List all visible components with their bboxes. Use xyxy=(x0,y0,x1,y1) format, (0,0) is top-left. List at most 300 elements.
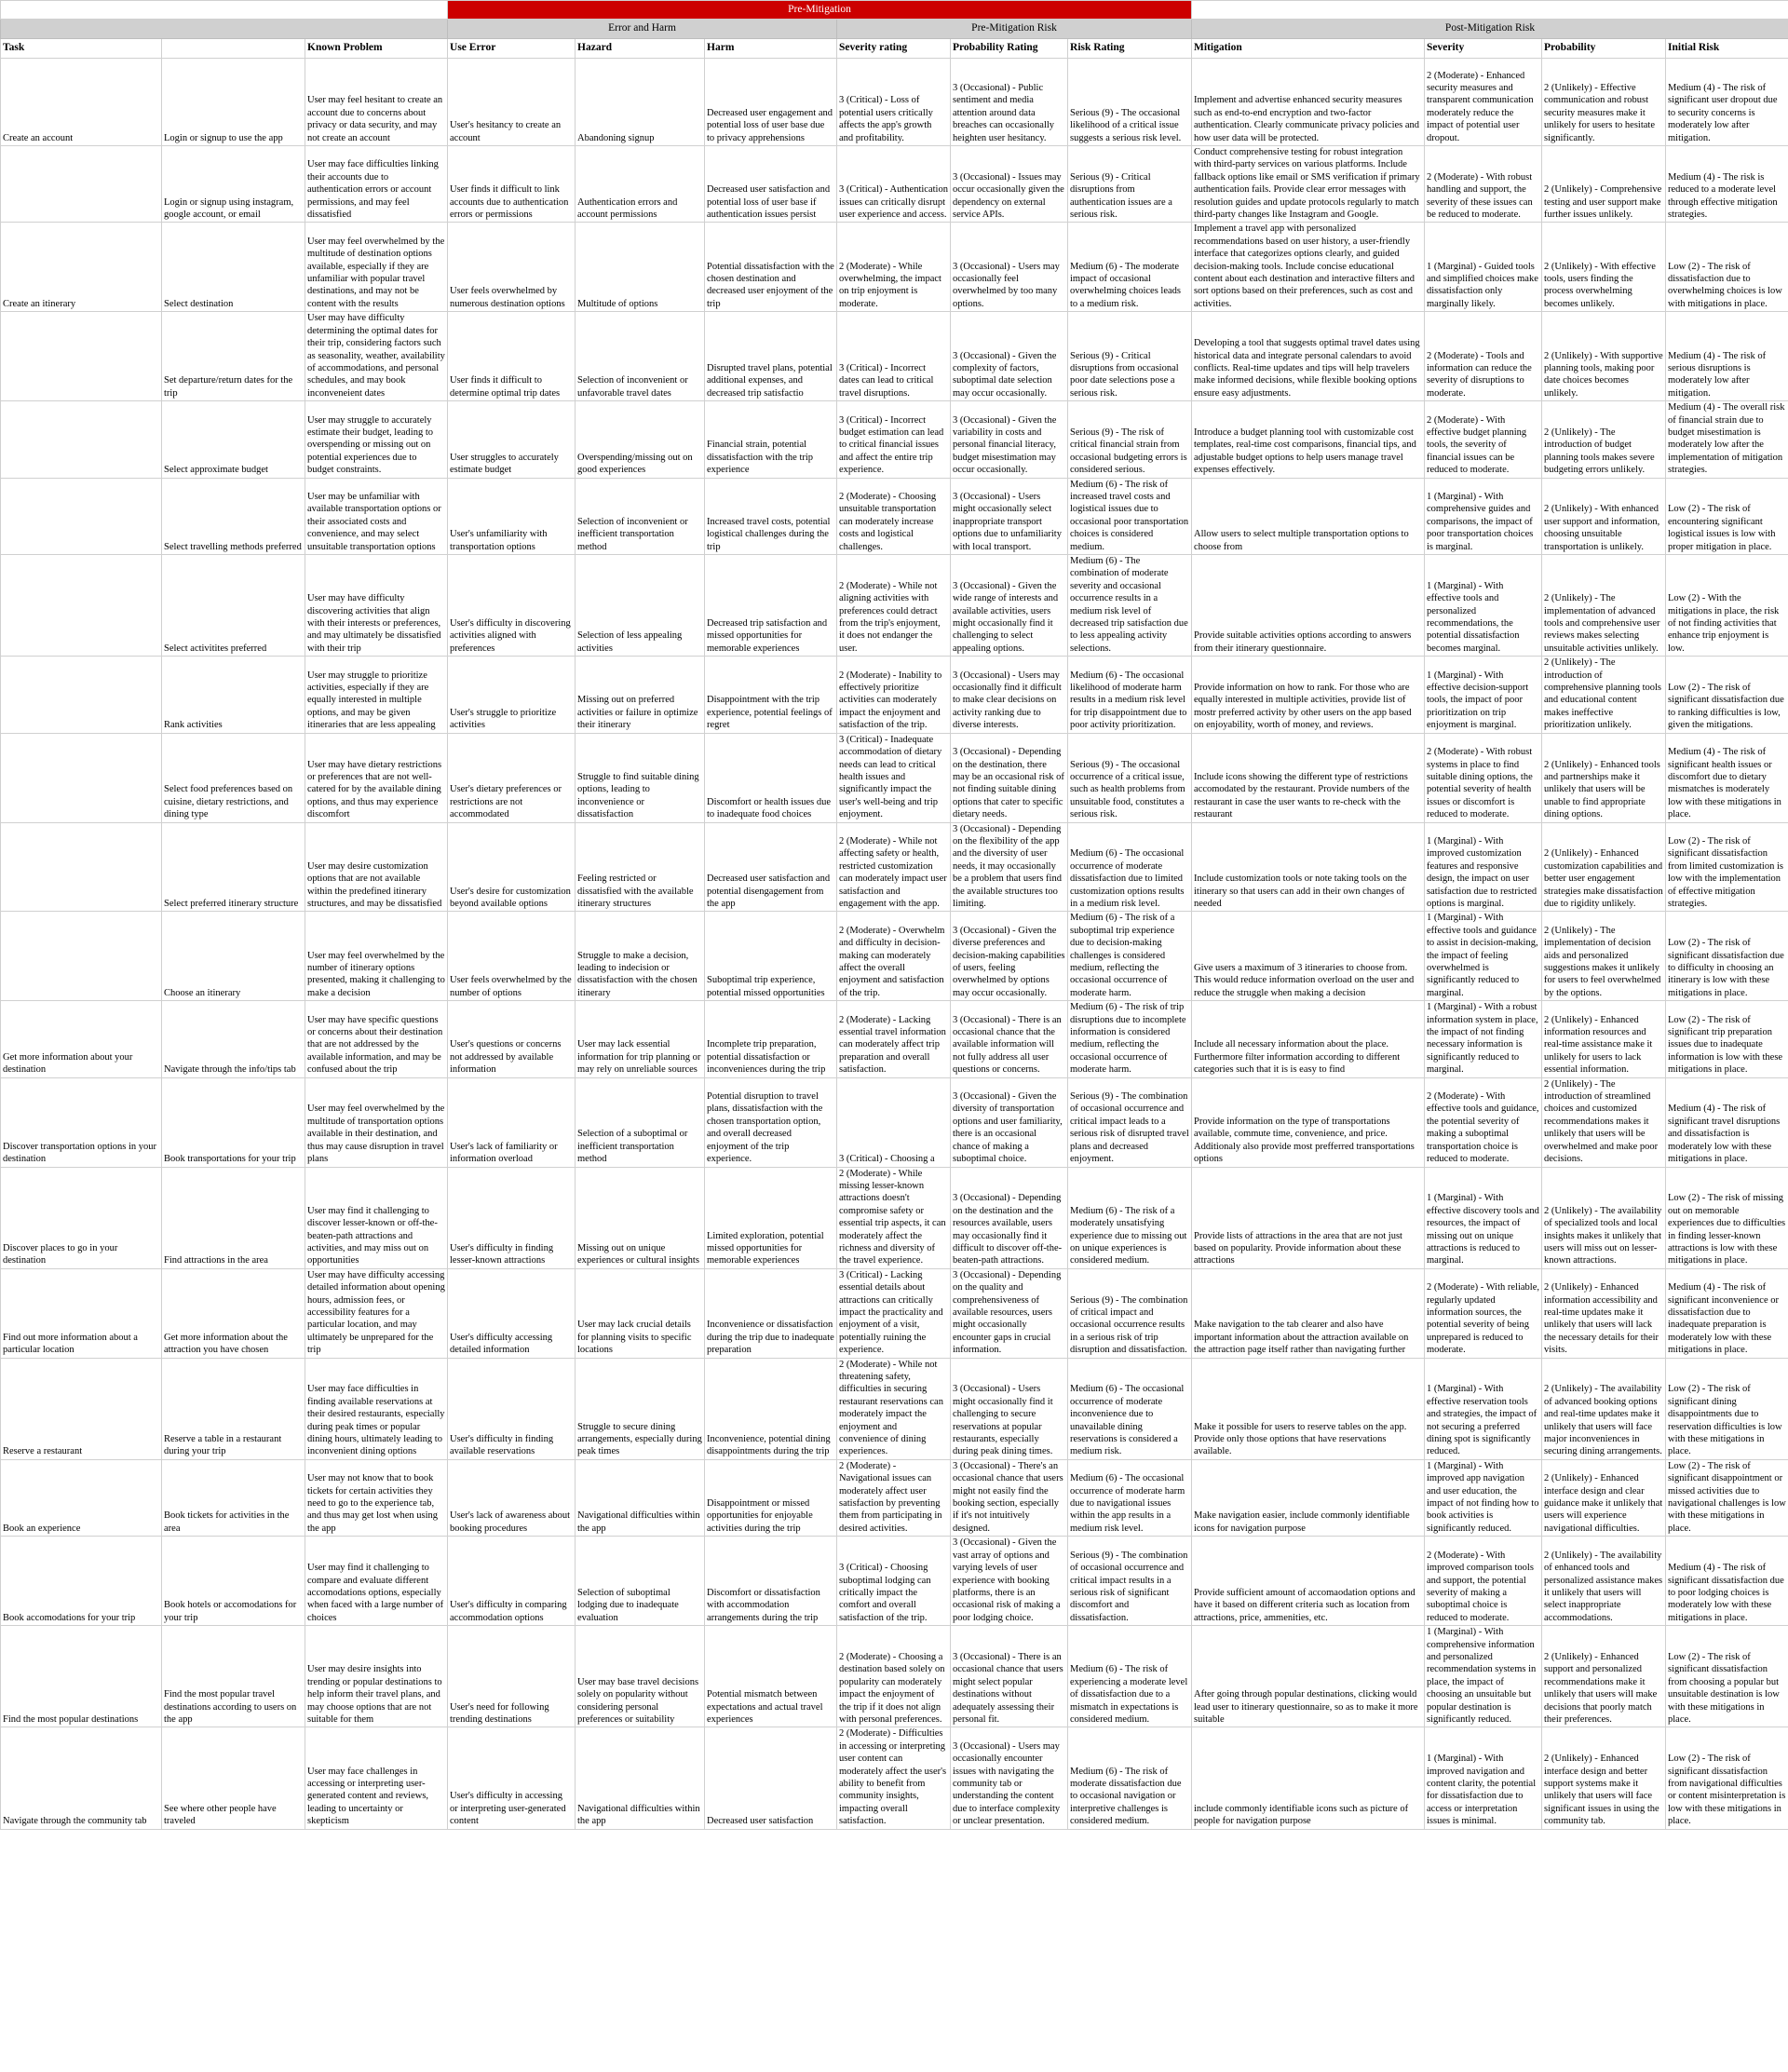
title-band-row xyxy=(1,1,1788,20)
cell-initial-risk: Low (2) - The risk of significant dissatisfaction from navigational difficulties or content misinterpretation is low with these mitigations in place. xyxy=(1666,1727,1788,1829)
cell-mitigation: Include icons showing the different type of restrictions accomodated by the restaurant. Provide numbers of the restaurant in case the user wants to re-check with the restaurant xyxy=(1192,733,1425,822)
cell-initial-risk: Low (2) - The risk of significant dissatisfaction from limited customization is low with the implementation of effective mitigation strategies. xyxy=(1666,822,1788,912)
cell-post-probability: 2 (Unlikely) - Enhanced interface design and better support systems make it unlikely that users will face significant issues in using the community tab. xyxy=(1542,1727,1666,1829)
cell-mitigation: Give users a maximum of 3 itineraries to choose from. This would reduce information overload on the user and reduce the struggle when making a decision xyxy=(1192,912,1425,1001)
cell-probability-rating: 3 (Occasional) - Given the variability in costs and personal financial literacy, budget misestimation may occur occasionally. xyxy=(951,401,1068,478)
cell-task: Book accomodations for your trip xyxy=(1,1537,162,1626)
cell-hazard: Struggle to make a decision, leading to indecision or dissatisfaction with the chosen itinerary xyxy=(576,912,705,1001)
cell-hazard: Selection of inconvenient or inefficient transportation method xyxy=(576,478,705,554)
table-row xyxy=(1,401,1788,478)
cell-known-problem: User may face difficulties linking their accounts due to authentication errors or account permissions, and may feel dissatisfied xyxy=(305,146,448,223)
cell-post-probability: 2 (Unlikely) - Enhanced customization capabilities and better user engagement strategies make dissatisfaction due to rigidity unlikely. xyxy=(1542,822,1666,912)
cell-task: Book an experience xyxy=(1,1459,162,1536)
cell-harm: Decreased user satisfaction and potential loss of user base if authentication issues persist xyxy=(705,146,837,223)
cell-subtask: Login or signup using instagram, google account, or email xyxy=(162,146,305,223)
cell-initial-risk: Medium (4) - The risk of significant inconvenience or dissatisfaction due to inadequate preparation is moderately low with these mitigations in place. xyxy=(1666,1268,1788,1358)
cell-post-probability: 2 (Unlikely) - The implementation of decision aids and personalized suggestions makes it unlikely for users to feel overwhelmed by the options. xyxy=(1542,912,1666,1001)
cell-risk-rating: Serious (9) - The combination of occasional occurrence and critical impact results in a serious risk of significant discomfort and dissatisfaction. xyxy=(1068,1537,1192,1626)
cell-severity-rating: 3 (Critical) - Loss of potential users critically affects the app's growth and profitability. xyxy=(837,59,951,146)
cell-probability-rating: 3 (Occasional) - Public sentiment and media attention around data breaches can occasionally heighten user hesitancy. xyxy=(951,59,1068,146)
cell-known-problem: User may face challenges in accessing or interpreting user-generated content and reviews, leading to uncertainty or skepticism xyxy=(305,1727,448,1829)
cell-risk-rating: Medium (6) - The risk of experiencing a moderate level of dissatisfaction due to a mismatch in expectations is considered medium. xyxy=(1068,1626,1192,1727)
header-probability-rating: Probability Rating xyxy=(951,39,1068,59)
cell-hazard: Multitude of options xyxy=(576,223,705,312)
cell-probability-rating: 3 (Occasional) - There's an occasional chance that users might not easily find the booking section, especially if it's not intuitively designed. xyxy=(951,1459,1068,1536)
header-severity-rating: Severity rating xyxy=(837,39,951,59)
cell-use-error: User's difficulty in finding available reservations xyxy=(448,1358,576,1459)
cell-probability-rating: 3 (Occasional) - Users may occasionally encounter issues with navigating the community tab or understanding the content due to interface complexity or unclear presentation. xyxy=(951,1727,1068,1829)
cell-hazard: Missing out on unique experiences or cultural insights xyxy=(576,1167,705,1268)
cell-post-severity: 1 (Marginal) - With improved app navigation and user education, the impact of not finding how to book activities is significantly reduced. xyxy=(1425,1459,1542,1536)
cell-severity-rating: 2 (Moderate) - Inability to effectively prioritize activities can moderately impact the enjoyment and satisfaction of the trip. xyxy=(837,657,951,733)
cell-post-severity: 1 (Marginal) - With improved customization features and responsive design, the impact on user satisfaction due to restricted options is marginal. xyxy=(1425,822,1542,912)
cell-severity-rating: 2 (Moderate) - While not aligning activities with preferences could detract from the trip's enjoyment, it does not endanger the user. xyxy=(837,555,951,657)
cell-post-severity: 1 (Marginal) - With effective discovery tools and resources, the impact of missing out on unique attractions is reduced to marginal. xyxy=(1425,1167,1542,1268)
cell-initial-risk: Low (2) - The risk of significant dining disappointments due to reservation difficulties is low with these mitigations in place. xyxy=(1666,1358,1788,1459)
header-severity: Severity xyxy=(1425,39,1542,59)
cell-probability-rating: 3 (Occasional) - Issues may occur occasionally given the dependency on external service APIs. xyxy=(951,146,1068,223)
cell-post-probability: 2 (Unlikely) - The availability of specialized tools and local insights makes it unlikely that users will miss out on lesser-known attractions. xyxy=(1542,1167,1666,1268)
cell-probability-rating: 3 (Occasional) - Users may occasionally find it difficult to make clear decisions on activity ranking due to diverse interests. xyxy=(951,657,1068,733)
cell-mitigation: Allow users to select multiple transportation options to choose from xyxy=(1192,478,1425,554)
cell-risk-rating: Serious (9) - The risk of critical financial strain from occasional budgeting errors is considered serious. xyxy=(1068,401,1192,478)
cell-hazard: Abandoning signup xyxy=(576,59,705,146)
cell-harm: Disappointment or missed opportunities for enjoyable activities during the trip xyxy=(705,1459,837,1536)
cell-risk-rating: Serious (9) - The occasional likelihood of a critical issue suggests a serious risk level. xyxy=(1068,59,1192,146)
cell-severity-rating: 2 (Moderate) - While overwhelming, the impact on trip enjoyment is moderate. xyxy=(837,223,951,312)
cell-severity-rating: 3 (Critical) - Incorrect dates can lead to critical travel disruptions. xyxy=(837,312,951,401)
cell-post-probability: 2 (Unlikely) - Enhanced information accessibility and real-time updates make it unlikely that users will lack the necessary details for their visits. xyxy=(1542,1268,1666,1358)
table-row xyxy=(1,1626,1788,1727)
table-row xyxy=(1,1001,1788,1077)
table-row xyxy=(1,1358,1788,1459)
table-row xyxy=(1,1268,1788,1358)
cell-probability-rating: 3 (Occasional) - Users might occasionally find it challenging to secure reservations at popular restaurants, especially during peak dining times. xyxy=(951,1358,1068,1459)
cell-use-error: User's unfamiliarity with transportation options xyxy=(448,478,576,554)
cell-severity-rating: 3 (Critical) - Choosing suboptimal lodging can critically impact the comfort and overall satisfaction of the trip. xyxy=(837,1537,951,1626)
header-task: Task xyxy=(1,39,162,59)
cell-subtask: Find the most popular travel destinations according to users on the app xyxy=(162,1626,305,1727)
cell-post-severity: 2 (Moderate) - With robust systems in place to find suitable dining options, the potential severity of health issues or discomfort is reduced to moderate. xyxy=(1425,733,1542,822)
cell-risk-rating: Serious (9) - The occasional occurrence of a critical issue, such as health problems from unsuitable food, constitutes a serious risk. xyxy=(1068,733,1192,822)
group-header-row xyxy=(1,20,1788,39)
cell-harm: Decreased trip satisfaction and missed opportunities for memorable experiences xyxy=(705,555,837,657)
cell-post-severity: 2 (Moderate) - With improved comparison tools and support, the potential severity of making a suboptimal choice is reduced to moderate. xyxy=(1425,1537,1542,1626)
cell-known-problem: User may not know that to book tickets for certain activities they need to go to the experience tab, and thus may get lost when using the app xyxy=(305,1459,448,1536)
cell-probability-rating: 3 (Occasional) - Given the diverse preferences and decision-making capabilities of users, feeling overwhelmed by options may occur occasionally. xyxy=(951,912,1068,1001)
cell-initial-risk: Medium (4) - The risk of significant travel disruptions and dissatisfaction is moderately low with these mitigations in place. xyxy=(1666,1077,1788,1167)
cell-initial-risk: Low (2) - The risk of significant trip preparation issues due to inadequate information is low with these mitigations in place. xyxy=(1666,1001,1788,1077)
cell-harm: Financial strain, potential dissatisfaction with the trip experience xyxy=(705,401,837,478)
cell-probability-rating: 3 (Occasional) - Users may occasionally feel overwhelmed by too many options. xyxy=(951,223,1068,312)
header-initial-risk: Initial Risk xyxy=(1666,39,1788,59)
cell-subtask: Select approximate budget xyxy=(162,401,305,478)
cell-mitigation: After going through popular destinations, clicking would lead user to itinerary questionnaire, so as to make it more suitable xyxy=(1192,1626,1425,1727)
cell-subtask: Set departure/return dates for the trip xyxy=(162,312,305,401)
table-row xyxy=(1,223,1788,312)
cell-use-error: User struggles to accurately estimate budget xyxy=(448,401,576,478)
cell-known-problem: User may have difficulty discovering activities that align with their interests or preferences, and may ultimately be dissatisfied with their trip xyxy=(305,555,448,657)
cell-subtask: Select destination xyxy=(162,223,305,312)
cell-severity-rating: 2 (Moderate) - While not affecting safety or health, restricted customization can moderately impact user satisfaction and engagement with the app. xyxy=(837,822,951,912)
cell-use-error: User's difficulty accessing detailed information xyxy=(448,1268,576,1358)
cell-task xyxy=(1,401,162,478)
table-row xyxy=(1,912,1788,1001)
cell-use-error: User finds it difficult to determine optimal trip dates xyxy=(448,312,576,401)
cell-risk-rating: Medium (6) - The occasional occurrence of moderate harm due to navigational issues within the app results in a medium risk level. xyxy=(1068,1459,1192,1536)
table-row xyxy=(1,59,1788,146)
cell-post-probability: 2 (Unlikely) - The introduction of streamlined choices and customized recommendations makes it unlikely that users will be overwhelmed and make poor decisions. xyxy=(1542,1077,1666,1167)
cell-use-error: User's hesitancy to create an account xyxy=(448,59,576,146)
cell-hazard: Authentication errors and account permissions xyxy=(576,146,705,223)
cell-risk-rating: Medium (6) - The risk of a moderately unsatisfying experience due to missing out on unique experiences is considered medium. xyxy=(1068,1167,1192,1268)
cell-subtask: Navigate through the info/tips tab xyxy=(162,1001,305,1077)
group-error-and-harm: Error and Harm xyxy=(448,20,837,39)
cell-known-problem: User may face difficulties in finding available reservations at their desired restaurants, especially during peak times or popular dining hours, ultimately leading to inconvenient dining options xyxy=(305,1358,448,1459)
cell-initial-risk: Low (2) - The risk of significant dissatisfaction due to difficulty in choosing an itinerary is low with these mitigations in place. xyxy=(1666,912,1788,1001)
cell-hazard: Navigational difficulties within the app xyxy=(576,1459,705,1536)
cell-use-error: User's desire for customization beyond available options xyxy=(448,822,576,912)
cell-harm: Limited exploration, potential missed opportunities for memorable experiences xyxy=(705,1167,837,1268)
cell-task xyxy=(1,733,162,822)
cell-known-problem: User may feel overwhelmed by the multitude of destination options available, especially if they are unfamiliar with popular travel destinations, and may not be content with the results xyxy=(305,223,448,312)
cell-post-probability: 2 (Unlikely) - Effective communication and robust security measures make it unlikely for users to hesitate significantly. xyxy=(1542,59,1666,146)
cell-task: Get more information about your destination xyxy=(1,1001,162,1077)
cell-hazard: User may lack essential information for trip planning or may rely on unreliable sources xyxy=(576,1001,705,1077)
cell-hazard: Selection of suboptimal lodging due to inadequate evaluation xyxy=(576,1537,705,1626)
cell-hazard: Navigational difficulties within the app xyxy=(576,1727,705,1829)
table-row xyxy=(1,733,1788,822)
cell-risk-rating: Medium (6) - The occasional occurrence of moderate inconvenience due to unavailable dining reservations is considered a medium risk. xyxy=(1068,1358,1192,1459)
table-row xyxy=(1,822,1788,912)
cell-severity-rating: 3 (Critical) - Inadequate accommodation of dietary needs can lead to critical health issues and significantly impact the user's well-being and trip enjoyment. xyxy=(837,733,951,822)
cell-probability-rating: 3 (Occasional) - Given the wide range of interests and available activities, users might occasionally find it challenging to select appealing options. xyxy=(951,555,1068,657)
table-row xyxy=(1,1537,1788,1626)
cell-severity-rating: 2 (Moderate) - While missing lesser-known attractions doesn't compromise safety or essential trip aspects, it can moderately affect the richness and diversity of the travel experience. xyxy=(837,1167,951,1268)
cell-initial-risk: Medium (4) - The risk of significant user dropout due to security concerns is moderately low after mitigation. xyxy=(1666,59,1788,146)
cell-mitigation: Conduct comprehensive testing for robust integration with third-party services on various platforms. Include fallback options like email or SMS verification if primary authentication fails. Provide clear error messages with resolution guides and update protocols regularly to match third-party changes like Instagram and Google. xyxy=(1192,146,1425,223)
cell-subtask: Login or signup to use the app xyxy=(162,59,305,146)
cell-initial-risk: Low (2) - The risk of encountering significant logistical issues is low with proper mitigation in place. xyxy=(1666,478,1788,554)
cell-harm: Increased travel costs, potential logistical challenges during the trip xyxy=(705,478,837,554)
cell-post-severity: 2 (Moderate) - With robust handling and support, the severity of these issues can be reduced to moderate. xyxy=(1425,146,1542,223)
cell-use-error: User feels overwhelmed by the number of options xyxy=(448,912,576,1001)
cell-hazard: Struggle to find suitable dining options, leading to inconvenience or dissatisfaction xyxy=(576,733,705,822)
cell-subtask: Select travelling methods preferred xyxy=(162,478,305,554)
cell-task xyxy=(1,657,162,733)
cell-initial-risk: Low (2) - The risk of missing out on memorable experiences due to difficulties in finding lesser-known attractions is low with these mitigations in place. xyxy=(1666,1167,1788,1268)
group-pre-mitigation-risk: Pre-Mitigation Risk xyxy=(837,20,1192,39)
blank-cell xyxy=(1192,1,1788,20)
cell-known-problem: User may struggle to prioritize activities, especially if they are equally interested in multiple options, and may be given itineraries that are less appealing xyxy=(305,657,448,733)
cell-probability-rating: 3 (Occasional) - Given the complexity of factors, suboptimal date selection may occur occasionally. xyxy=(951,312,1068,401)
cell-initial-risk: Medium (4) - The risk of serious disruptions is moderately low after mitigation. xyxy=(1666,312,1788,401)
cell-post-severity: 1 (Marginal) - With improved navigation and content clarity, the potential for dissatisfaction due to access or interpretation issues is minimal. xyxy=(1425,1727,1542,1829)
cell-known-problem: User may have dietary restrictions or preferences that are not well-catered for by the available dining options, and thus may experience discomfort xyxy=(305,733,448,822)
cell-use-error: User finds it difficult to link accounts due to authentication errors or permissions xyxy=(448,146,576,223)
cell-post-probability: 2 (Unlikely) - Enhanced information resources and real-time assistance make it unlikely for users to lack essential information. xyxy=(1542,1001,1666,1077)
cell-post-severity: 1 (Marginal) - With effective tools and guidance to assist in decision-making, the impact of feeling overwhelmed is significantly reduced to marginal. xyxy=(1425,912,1542,1001)
cell-post-probability: 2 (Unlikely) - Comprehensive testing and user support make further issues unlikely. xyxy=(1542,146,1666,223)
cell-task: Find out more information about a particular location xyxy=(1,1268,162,1358)
cell-known-problem: User may feel overwhelmed by the number of itinerary options presented, making it challenging to make a decision xyxy=(305,912,448,1001)
cell-known-problem: User may find it challenging to discover lesser-known or off-the-beaten-path attractions and activities, and may miss out on opportunities xyxy=(305,1167,448,1268)
cell-post-probability: 2 (Unlikely) - Enhanced interface design and clear guidance make it unlikely that users will experience navigational difficulties. xyxy=(1542,1459,1666,1536)
cell-post-probability: 2 (Unlikely) - The introduction of budget planning tools makes severe budgeting errors unlikely. xyxy=(1542,401,1666,478)
cell-severity-rating: 2 (Moderate) - Choosing a destination based solely on popularity can moderately impact the enjoyment of the trip if it does not align with personal preferences. xyxy=(837,1626,951,1727)
cell-known-problem: User may feel hesitant to create an account due to concerns about privacy or data security, and may not create an account xyxy=(305,59,448,146)
cell-subtask: Find attractions in the area xyxy=(162,1167,305,1268)
cell-hazard: Missing out on preferred activities or failure in optimize their itinerary xyxy=(576,657,705,733)
cell-harm: Decreased user satisfaction and potential disengagement from the app xyxy=(705,822,837,912)
cell-mitigation: Provide sufficient amount of accomaodation options and have it based on different criteria such as location from attractions, price, ammenities, etc. xyxy=(1192,1537,1425,1626)
cell-mitigation: Provide suitable activities options according to answers from their itinerary questionnaire. xyxy=(1192,555,1425,657)
cell-post-severity: 2 (Moderate) - With effective budget planning tools, the severity of financial issues can be reduced to moderate. xyxy=(1425,401,1542,478)
cell-known-problem: User may have specific questions or concerns about their destination that are not addressed by the available information, and may be confused about the trip xyxy=(305,1001,448,1077)
cell-harm: Suboptimal trip experience, potential missed opportunities xyxy=(705,912,837,1001)
cell-task: Find the most popular destinations xyxy=(1,1626,162,1727)
cell-risk-rating: Medium (6) - The risk of trip disruptions due to incomplete information is considered medium, reflecting the occasional occurrence of moderate harm. xyxy=(1068,1001,1192,1077)
cell-hazard: Overspending/missing out on good experiences xyxy=(576,401,705,478)
cell-initial-risk: Low (2) - The risk of significant dissatisfaction due to ranking difficulties is low, given the mitigations. xyxy=(1666,657,1788,733)
cell-post-severity: 2 (Moderate) - With effective tools and guidance, the potential severity of making a suboptimal transportation choice is reduced to moderate. xyxy=(1425,1077,1542,1167)
cell-task: Navigate through the community tab xyxy=(1,1727,162,1829)
cell-post-severity: 2 (Moderate) - With reliable, regularly updated information sources, the potential severity of being unprepared is reduced to moderate. xyxy=(1425,1268,1542,1358)
cell-severity-rating: 2 (Moderate) - Difficulties in accessing or interpreting user content can moderately affect the user's ability to benefit from community insights, impacting overall satisfaction. xyxy=(837,1727,951,1829)
cell-risk-rating: Serious (9) - Critical disruptions from authentication issues are a serious risk. xyxy=(1068,146,1192,223)
cell-post-severity: 1 (Marginal) - With comprehensive guides and comparisons, the impact of poor transportation choices is marginal. xyxy=(1425,478,1542,554)
table-row xyxy=(1,312,1788,401)
cell-subtask: Select preferred itinerary structure xyxy=(162,822,305,912)
cell-probability-rating: 3 (Occasional) - Given the diversity of transportation options and user familiarity, there is an occasional chance of making a suboptimal choice. xyxy=(951,1077,1068,1167)
cell-harm: Decreased user engagement and potential loss of user base due to privacy apprehensions xyxy=(705,59,837,146)
cell-risk-rating: Medium (6) - The occasional likelihood of moderate harm results in a medium risk level for trip disappointment due to poor activity prioritization. xyxy=(1068,657,1192,733)
cell-probability-rating: 3 (Occasional) - Users might occasionally select inappropriate transport options due to unfamiliarity with local transport. xyxy=(951,478,1068,554)
header-mitigation: Mitigation xyxy=(1192,39,1425,59)
cell-initial-risk: Medium (4) - The risk is reduced to a moderate level through effective mitigation strategies. xyxy=(1666,146,1788,223)
cell-initial-risk: Low (2) - The risk of dissatisfaction due to overwhelming choices is low with mitigations in place. xyxy=(1666,223,1788,312)
cell-task: Reserve a restaurant xyxy=(1,1358,162,1459)
cell-mitigation: Provide information on how to rank. For those who are equally interested in multiple activities, provide list of mostr preferred activity by other users on the app based on enjoyability, worth of money, and reviews. xyxy=(1192,657,1425,733)
cell-risk-rating: Serious (9) - The combination of occasional occurrence and critical impact leads to a serious risk of disrupted travel plans and decreased enjoyment. xyxy=(1068,1077,1192,1167)
cell-initial-risk: Low (2) - The risk of significant dissatisfaction from choosing a popular but unsuitable destination is low with these mitigations in place. xyxy=(1666,1626,1788,1727)
cell-harm: Potential dissatisfaction with the chosen destination and decreased user enjoyment of the trip xyxy=(705,223,837,312)
cell-task: Discover places to go in your destination xyxy=(1,1167,162,1268)
cell-probability-rating: 3 (Occasional) - Depending on the quality and comprehensiveness of available resources, users might occasionally encounter gaps in crucial information. xyxy=(951,1268,1068,1358)
cell-hazard: Selection of less appealing activities xyxy=(576,555,705,657)
cell-use-error: User's need for following trending destinations xyxy=(448,1626,576,1727)
header-hazard: Hazard xyxy=(576,39,705,59)
cell-post-severity: 1 (Marginal) - With comprehensive information and personalized recommendation systems in place, the impact of choosing an unsuitable but popular destination is significantly reduced. xyxy=(1425,1626,1542,1727)
cell-risk-rating: Medium (6) - The combination of moderate severity and occasional occurrence results in a medium risk level of decreased trip satisfaction due to less appealing activity selections. xyxy=(1068,555,1192,657)
cell-hazard: Struggle to secure dining arrangements, especially during peak times xyxy=(576,1358,705,1459)
cell-probability-rating: 3 (Occasional) - There is an occasional chance that the available information will not fully address all user questions or concerns. xyxy=(951,1001,1068,1077)
cell-mitigation: Include customization tools or note taking tools on the itinerary so that users can add in their own changes of needed xyxy=(1192,822,1425,912)
cell-post-probability: 2 (Unlikely) - With effective tools, users finding the process overwhelming becomes unlikely. xyxy=(1542,223,1666,312)
cell-hazard: Selection of inconvenient or unfavorable travel dates xyxy=(576,312,705,401)
cell-harm: Incomplete trip preparation, potential dissatisfaction or inconveniences during the trip xyxy=(705,1001,837,1077)
cell-subtask: Choose an itinerary xyxy=(162,912,305,1001)
cell-initial-risk: Low (2) - The risk of significant disappointment or missed activities due to navigational challenges is low with these mitigations in place. xyxy=(1666,1459,1788,1536)
cell-harm: Potential mismatch between expectations and actual travel experiences xyxy=(705,1626,837,1727)
cell-initial-risk: Medium (4) - The risk of significant health issues or discomfort due to dietary mismatches is moderately low with these mitigations in place. xyxy=(1666,733,1788,822)
cell-post-severity: 1 (Marginal) - With effective decision-support tools, the impact of poor prioritization on trip enjoyment is marginal. xyxy=(1425,657,1542,733)
cell-risk-rating: Medium (6) - The risk of a suboptimal trip experience due to decision-making challenges is considered medium, reflecting the occasional occurrence of moderate harm. xyxy=(1068,912,1192,1001)
cell-severity-rating: 3 (Critical) - Lacking essential details about attractions can critically impact the practicality and enjoyment of a visit, potentially ruining the experience. xyxy=(837,1268,951,1358)
cell-mitigation: Provide information on the type of transportations available, commute time, convenience, and price. Additionaly also provide most prefferred transportations options xyxy=(1192,1077,1425,1167)
cell-harm: Disrupted travel plans, potential additional expenses, and decreased trip satisfactio xyxy=(705,312,837,401)
cell-harm: Discomfort or health issues due to inadequate food choices xyxy=(705,733,837,822)
group-blank xyxy=(1,20,448,39)
cell-hazard: Selection of a suboptimal or inefficient transportation method xyxy=(576,1077,705,1167)
cell-task xyxy=(1,555,162,657)
cell-risk-rating: Medium (6) - The occasional occurrence of moderate dissatisfaction due to limited customization options results in a medium risk level. xyxy=(1068,822,1192,912)
cell-mitigation: Implement and advertise enhanced security measures such as end-to-end encryption and two-factor authentication. Clearly communicate privacy policies and how user data will be protected. xyxy=(1192,59,1425,146)
cell-known-problem: User may have difficulty determining the optimal dates for their trip, considering factors such as seasonality, weather, availability of accommodations, and personal schedules, and may book inconveneient dates xyxy=(305,312,448,401)
cell-mitigation: include commonly identifiable icons such as picture of people for navigation purpose xyxy=(1192,1727,1425,1829)
cell-harm: Inconvenience or dissatisfaction during the trip due to inadequate preparation xyxy=(705,1268,837,1358)
cell-subtask: Reserve a table in a restaurant during your trip xyxy=(162,1358,305,1459)
cell-risk-rating: Medium (6) - The risk of moderate dissatisfaction due to occasional navigation or interpretive challenges is considered medium. xyxy=(1068,1727,1192,1829)
cell-initial-risk: Medium (4) - The risk of significant dissatisfaction due to poor lodging choices is moderately low with these mitigations in place. xyxy=(1666,1537,1788,1626)
cell-known-problem: User may have difficulty accessing detailed information about opening hours, admission fees, or accessibility features for a particular location, and may ultimately be unprepared for the trip xyxy=(305,1268,448,1358)
cell-initial-risk: Low (2) - With the mitigations in place, the risk of not finding activities that enhance trip enjoyment is low. xyxy=(1666,555,1788,657)
cell-subtask: Get more information about the attraction you have chosen xyxy=(162,1268,305,1358)
table-row xyxy=(1,657,1788,733)
cell-severity-rating: 3 (Critical) - Authentication issues can critically disrupt user experience and access. xyxy=(837,146,951,223)
cell-post-probability: 2 (Unlikely) - With enhanced user support and information, choosing unsuitable transportation is unlikely. xyxy=(1542,478,1666,554)
cell-post-severity: 1 (Marginal) - Guided tools and simplified choices make dissatisfaction only marginally likely. xyxy=(1425,223,1542,312)
cell-use-error: User's difficulty in finding lesser-known attractions xyxy=(448,1167,576,1268)
group-post-mitigation-risk: Post-Mitigation Risk xyxy=(1192,20,1788,39)
cell-post-probability: 2 (Unlikely) - Enhanced tools and partnerships make it unlikely that users will be unable to find appropriate dining options. xyxy=(1542,733,1666,822)
cell-known-problem: User may desire insights into trending or popular destinations to help inform their travel plans, and may choose options that are not suitable for them xyxy=(305,1626,448,1727)
cell-harm: Decreased user satisfaction xyxy=(705,1727,837,1829)
cell-post-severity: 1 (Marginal) - With a robust information system in place, the impact of not finding necessary information is significantly reduced to marginal. xyxy=(1425,1001,1542,1077)
cell-task xyxy=(1,822,162,912)
cell-harm: Discomfort or dissatisfaction with accommodation arrangements during the trip xyxy=(705,1537,837,1626)
cell-harm: Inconvenience, potential dining disappointments during the trip xyxy=(705,1358,837,1459)
cell-probability-rating: 3 (Occasional) - There is an occasional chance that users might select popular destinations without adequately assessing their personal fit. xyxy=(951,1626,1068,1727)
cell-mitigation: Introduce a budget planning tool with customizable cost templates, real-time cost comparisons, financial tips, and adjustable budget options to help users manage travel expenses effectively. xyxy=(1192,401,1425,478)
cell-probability-rating: 3 (Occasional) - Given the vast array of options and varying levels of user experience with booking platforms, there is an occasional risk of making a poor lodging choice. xyxy=(951,1537,1068,1626)
cell-subtask: Book hotels or accomodations for your trip xyxy=(162,1537,305,1626)
cell-initial-risk: Medium (4) - The overall risk of financial strain due to budget misestimation is moderately low after the implementation of mitigation strategies. xyxy=(1666,401,1788,478)
cell-post-severity: 2 (Moderate) - Enhanced security measures and transparent communication moderately reduce the impact of potential user dropout. xyxy=(1425,59,1542,146)
cell-mitigation: Provide lists of attractions in the area that are not just based on popularity. Provide information about these attractions xyxy=(1192,1167,1425,1268)
cell-severity-rating: 2 (Moderate) - Choosing unsuitable transportation can moderately increase costs and logistical challenges. xyxy=(837,478,951,554)
cell-use-error: User's lack of familiarity or information overload xyxy=(448,1077,576,1167)
cell-subtask: Book transportations for your trip xyxy=(162,1077,305,1167)
cell-mitigation: Make navigation easier, include commonly identifiable icons for navigation purpose xyxy=(1192,1459,1425,1536)
cell-use-error: User's difficulty in accessing or interpreting user-generated content xyxy=(448,1727,576,1829)
cell-harm: Potential disruption to travel plans, dissatisfaction with the chosen transportation option, and overall decreased enjoyment of the trip experience. xyxy=(705,1077,837,1167)
cell-use-error: User's difficulty in comparing accommodation options xyxy=(448,1537,576,1626)
cell-risk-rating: Serious (9) - Critical disruptions from occasional poor date selections pose a serious risk. xyxy=(1068,312,1192,401)
cell-hazard: Feeling restricted or dissatisfied with the available itinerary structures xyxy=(576,822,705,912)
column-header-row xyxy=(1,39,1788,59)
cell-subtask: Book tickets for activities in the area xyxy=(162,1459,305,1536)
cell-severity-rating: 3 (Critical) - Incorrect budget estimation can lead to critical financial issues and affect the entire trip experience. xyxy=(837,401,951,478)
cell-mitigation: Make it possible for users to reserve tables on the app. Provide only those options that have reservations available. xyxy=(1192,1358,1425,1459)
pre-mitigation-title: Pre-Mitigation xyxy=(448,1,1192,20)
header-known-problem: Known Problem xyxy=(305,39,448,59)
cell-risk-rating: Serious (9) - The combination of critical impact and occasional occurrence results in a serious risk of trip disruption and dissatisfaction. xyxy=(1068,1268,1192,1358)
cell-mitigation: Developing a tool that suggests optimal travel dates using historical data and integrate personal calendars to avoid conflicts. Real-time updates and tips will help travelers make informed decisions, while flexible booking options ensure easy adjustments. xyxy=(1192,312,1425,401)
cell-task: Discover transportation options in your destination xyxy=(1,1077,162,1167)
header-probability: Probability xyxy=(1542,39,1666,59)
cell-risk-rating: Medium (6) - The risk of increased travel costs and logistical issues due to occasional poor transportation choices is considered medium. xyxy=(1068,478,1192,554)
cell-post-probability: 2 (Unlikely) - With supportive planning tools, making poor date choices becomes unlikely. xyxy=(1542,312,1666,401)
cell-known-problem: User may desire customization options that are not available within the predefined itinerary structures, and may be dissatisfied xyxy=(305,822,448,912)
header-risk-rating: Risk Rating xyxy=(1068,39,1192,59)
cell-severity-rating: 2 (Moderate) - Lacking essential travel information can moderately affect trip preparation and overall satisfaction. xyxy=(837,1001,951,1077)
cell-mitigation: Implement a travel app with personalized recommendations based on user history, a user-friendly interface that categorizes options clearly, and guided decision-making tools. Include concise educational content about each destination and interactive filters and sort options based on their preferences, such as cost and activities. xyxy=(1192,223,1425,312)
cell-use-error: User's lack of awareness about booking procedures xyxy=(448,1459,576,1536)
cell-subtask: See where other people have traveled xyxy=(162,1727,305,1829)
header-harm: Harm xyxy=(705,39,837,59)
cell-hazard: User may lack crucial details for planning visits to specific locations xyxy=(576,1268,705,1358)
table-row xyxy=(1,478,1788,554)
cell-post-severity: 1 (Marginal) - With effective tools and personalized recommendations, the potential dissatisfaction becomes marginal. xyxy=(1425,555,1542,657)
cell-severity-rating: 3 (Critical) - Choosing a xyxy=(837,1077,951,1167)
table-row xyxy=(1,1167,1788,1268)
cell-severity-rating: 2 (Moderate) - Overwhelm and difficulty in decision-making can moderately affect the overall enjoyment and satisfaction of the trip. xyxy=(837,912,951,1001)
cell-use-error: User's struggle to prioritize activities xyxy=(448,657,576,733)
table-row xyxy=(1,146,1788,223)
cell-subtask: Rank activities xyxy=(162,657,305,733)
cell-post-probability: 2 (Unlikely) - The implementation of advanced tools and comprehensive user reviews makes selecting unsuitable activities unlikely. xyxy=(1542,555,1666,657)
cell-risk-rating: Medium (6) - The moderate impact of occasional overwhelming choices leads to a medium risk. xyxy=(1068,223,1192,312)
cell-probability-rating: 3 (Occasional) - Depending on the destination, there may be an occasional risk of not finding suitable dining options that cater to specific dietary needs. xyxy=(951,733,1068,822)
cell-probability-rating: 3 (Occasional) - Depending on the destination and the resources available, users may occasionally find it difficult to discover off-the-beaten-path attractions. xyxy=(951,1167,1068,1268)
cell-known-problem: User may find it challenging to compare and evaluate different accomodations options, especially when faced with a large number of choices xyxy=(305,1537,448,1626)
cell-post-probability: 2 (Unlikely) - The availability of advanced booking options and real-time updates make it unlikely that users will face major inconveniences in securing dining arrangements. xyxy=(1542,1358,1666,1459)
table-row xyxy=(1,555,1788,657)
blank-cell xyxy=(1,1,448,20)
cell-subtask: Select activitites preferred xyxy=(162,555,305,657)
cell-known-problem: User may be unfamiliar with available transportation options or their associated costs and convenience, and may select unsuitable transportation options xyxy=(305,478,448,554)
cell-severity-rating: 2 (Moderate) - Navigational issues can moderately affect user satisfaction by preventing them from participating in desired activities. xyxy=(837,1459,951,1536)
header-subtask xyxy=(162,39,305,59)
cell-task xyxy=(1,912,162,1001)
cell-mitigation: Include all necessary information about the place. Furthermore filter information according to different categories such that it is is easy to find xyxy=(1192,1001,1425,1077)
cell-post-severity: 2 (Moderate) - Tools and information can reduce the severity of disruptions to moderate. xyxy=(1425,312,1542,401)
cell-post-severity: 1 (Marginal) - With effective reservation tools and strategies, the impact of not securing a preferred dining spot is significantly reduced. xyxy=(1425,1358,1542,1459)
header-use-error: Use Error xyxy=(448,39,576,59)
cell-task: Create an account xyxy=(1,59,162,146)
cell-task xyxy=(1,146,162,223)
cell-mitigation: Make navigation to the tab clearer and also have important information about the attraction available on the attraction page itself rather than navigating further xyxy=(1192,1268,1425,1358)
cell-task: Create an itinerary xyxy=(1,223,162,312)
cell-post-probability: 2 (Unlikely) - The introduction of comprehensive planning tools and educational content makes ineffective prioritization unlikely. xyxy=(1542,657,1666,733)
cell-task xyxy=(1,312,162,401)
cell-use-error: User feels overwhelmed by numerous destination options xyxy=(448,223,576,312)
cell-task xyxy=(1,478,162,554)
cell-use-error: User's difficulty in discovering activities aligned with preferences xyxy=(448,555,576,657)
cell-post-probability: 2 (Unlikely) - The availability of enhanced tools and personalized assistance makes it unlikely that users will select inappropriate accommodations. xyxy=(1542,1537,1666,1626)
cell-use-error: User's questions or concerns not addressed by available information xyxy=(448,1001,576,1077)
cell-use-error: User's dietary preferences or restrictions are not accommodated xyxy=(448,733,576,822)
table-row xyxy=(1,1077,1788,1167)
cell-hazard: User may base travel decisions solely on popularity without considering personal preferences or suitability xyxy=(576,1626,705,1727)
cell-severity-rating: 2 (Moderate) - While not threatening safety, difficulties in securing restaurant reservations can moderately impact the enjoyment and convenience of dining experiences. xyxy=(837,1358,951,1459)
cell-post-probability: 2 (Unlikely) - Enhanced support and personalized recommendations make it unlikely that users will make decisions that poorly match their preferences. xyxy=(1542,1626,1666,1727)
cell-harm: Disappointment with the trip experience, potential feelings of regret xyxy=(705,657,837,733)
cell-known-problem: User may feel overwhelmed by the multitude of transportation options available in their destination, and thus may cause disruption in travel plans xyxy=(305,1077,448,1167)
table-row xyxy=(1,1727,1788,1829)
cell-known-problem: User may struggle to accurately estimate their budget, leading to overspending or missing out on potential experiences due to budget constraints. xyxy=(305,401,448,478)
